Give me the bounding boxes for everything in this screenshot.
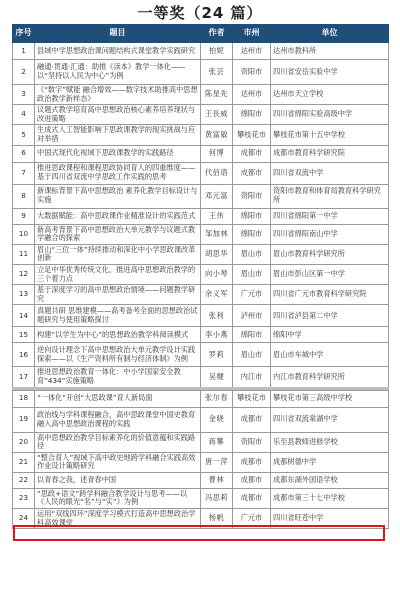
table-row [13, 43, 389, 60]
row-city: 眉山市 [233, 343, 271, 367]
table-row [13, 367, 389, 388]
row-city: 眉山市 [233, 264, 271, 284]
row-author: 李小燕 [201, 327, 233, 343]
row-number: 12 [13, 264, 35, 284]
row-title: 中国式现代化视域下思政课教学的实践路径 [35, 145, 201, 162]
table-row [13, 327, 389, 343]
row-title: “整合育人”视域下高中政史地跨学科融合实践高效作业设计策略研究 [35, 452, 201, 472]
row-number: 13 [13, 285, 35, 305]
row-number: 7 [13, 162, 35, 184]
row-unit: 眉山市教育科学研究所 [271, 244, 389, 264]
row-author: 冯思莉 [201, 488, 233, 508]
table-row [13, 264, 389, 284]
row-unit: 资阳市教育和体育局教育科学研究所 [271, 184, 389, 208]
table-row [13, 305, 389, 327]
row-number: 24 [13, 509, 35, 529]
row-number: 14 [13, 305, 35, 327]
table-row [13, 184, 389, 208]
table-row [13, 285, 389, 305]
row-city: 绵阳市 [233, 208, 271, 224]
awards-table [12, 24, 389, 529]
row-title: 眉山“三位一体”持续推动和深化中小学思政课改革创新 [35, 244, 201, 264]
table-row [13, 162, 389, 184]
header-author: 作者 [201, 25, 233, 43]
row-city: 资阳市 [233, 432, 271, 452]
row-city: 眉山市 [233, 244, 271, 264]
row-author: 张尔春 [201, 390, 233, 407]
row-unit: 达州市天立学校 [271, 85, 389, 105]
row-number: 4 [13, 105, 35, 125]
row-number: 19 [13, 407, 35, 432]
row-author: 王長威 [201, 105, 233, 125]
row-number: 15 [13, 327, 35, 343]
table-row [13, 85, 389, 105]
table-row [13, 125, 389, 145]
row-number: 20 [13, 432, 35, 452]
row-author: 柏妮 [201, 43, 233, 60]
table-row [13, 390, 389, 407]
row-number: 3 [13, 85, 35, 105]
table-row [13, 488, 389, 508]
row-city: 资阳市 [233, 60, 271, 85]
table-row [13, 224, 389, 244]
row-number: 8 [13, 184, 35, 208]
row-city: 泸州市 [233, 305, 271, 327]
row-title: 真题共研 思维建模——高考备考全面的思想政治试题研究与使用策略探讨 [35, 305, 201, 327]
row-city: 达州市 [233, 85, 271, 105]
row-author: 邓元富 [201, 184, 233, 208]
row-unit: 四川省双流中学 [271, 162, 389, 184]
row-unit: 乐至县教师进修学校 [271, 432, 389, 452]
row-unit: 成都东湖外国语学校 [271, 472, 389, 488]
table-row [13, 105, 389, 125]
row-unit: 四川省绵阳实验高级中学 [271, 105, 389, 125]
row-unit: 攀枝花市第三高级中学校 [271, 390, 389, 407]
row-unit: 达州市教科所 [271, 43, 389, 60]
row-author: 胡思华 [201, 244, 233, 264]
header-no: 序号 [13, 25, 35, 43]
row-title: 《“数字”赋能 融合增效——数字技术助推高中思想政治教学新样态》 [35, 85, 201, 105]
row-number: 1 [13, 43, 35, 60]
row-city: 广元市 [233, 285, 271, 305]
row-title: 新课标背景下高中思想政治 素养化教学目标设计与实施 [35, 184, 201, 208]
row-unit: 眉山市车城中学 [271, 343, 389, 367]
row-number: 23 [13, 488, 35, 508]
page-title: 一等奖（24 篇） [137, 4, 263, 22]
row-author: 张芸 [201, 60, 233, 85]
row-unit: 绵阳中学 [271, 327, 389, 343]
row-city: 成都市 [233, 145, 271, 162]
row-number: 9 [13, 208, 35, 224]
row-author: 代佰谘 [201, 162, 233, 184]
table-row [13, 244, 389, 264]
row-number: 18 [13, 390, 35, 407]
row-author: 张利 [201, 305, 233, 327]
row-author: 杨帆 [201, 509, 233, 529]
table-row [13, 407, 389, 432]
row-unit: 四川省安岳实验中学 [271, 60, 389, 85]
row-unit: 眉山市彭山区第一中学 [271, 264, 389, 284]
row-unit: 四川省绵阳第一中学 [271, 208, 389, 224]
row-unit: 四川省旺苍中学 [271, 509, 389, 529]
row-number: 10 [13, 224, 35, 244]
row-city: 绵阳市 [233, 224, 271, 244]
row-author: 黄富敏 [201, 125, 233, 145]
row-unit: 成都市教育科学研究院 [271, 145, 389, 162]
row-author: 向小琴 [201, 264, 233, 284]
row-city: 成都市 [233, 488, 271, 508]
row-author: 王伟 [201, 208, 233, 224]
row-city: 成都市 [233, 472, 271, 488]
row-number: 11 [13, 244, 35, 264]
row-city: 广元市 [233, 509, 271, 529]
row-author: 何博 [201, 145, 233, 162]
row-number: 22 [13, 472, 35, 488]
row-author: 吴楗 [201, 367, 233, 388]
table-header [13, 25, 389, 43]
row-title: 生成式人工智能影响下思政课教学的现实挑战与应对举措 [35, 125, 201, 145]
row-title: 新高考背景下高中思想政治大单元教学与议题式教学融合的探索 [35, 224, 201, 244]
table-row [13, 60, 389, 85]
row-title: “一体化”开创“大思政课”育人新局面 [35, 390, 201, 407]
row-city: 攀枝花市 [233, 125, 271, 145]
row-unit: 四川省广元市教育科学研究院 [271, 285, 389, 305]
row-number: 16 [13, 343, 35, 367]
row-unit: 攀枝花市第十五中学校 [271, 125, 389, 145]
row-title: 大数据赋能：高中思政课作业精准设计的实践范式 [35, 208, 201, 224]
row-city: 资阳市 [233, 184, 271, 208]
row-title: 政治线与学科课程融合，高中思政课堂中国史教育融入高中思想政治课程的实践 [35, 407, 201, 432]
table-row [13, 472, 389, 488]
row-number: 6 [13, 145, 35, 162]
row-unit: 成都市第三十七中学校 [271, 488, 389, 508]
row-city: 达州市 [233, 43, 271, 60]
row-author: 陈星先 [201, 85, 233, 105]
header-city: 市州 [233, 25, 271, 43]
table-row [13, 509, 389, 529]
row-author: 金晓 [201, 407, 233, 432]
table-row [13, 432, 389, 452]
row-author: 唐一萍 [201, 452, 233, 472]
row-title: “思政+语文”跨学科融合教学设计与思考——以《人民的眼光“名”与“实”》为例 [35, 488, 201, 508]
row-city: 成都市 [233, 407, 271, 432]
row-city: 绵阳市 [233, 327, 271, 343]
row-number: 21 [13, 452, 35, 472]
row-title: 融通·贯通·汇通：助推《读本》教学一体化——以“坚持以人民为中心”为例 [35, 60, 201, 85]
table-row [13, 343, 389, 367]
row-title: 基于深度学习的高中思想政治情境——问题教学研究 [35, 285, 201, 305]
header-unit: 单位 [271, 25, 389, 43]
row-unit: 成都树德中学 [271, 452, 389, 472]
row-title: 高中思想政治教学目标素养化的价值意蕴和实践路径 [35, 432, 201, 452]
row-author: 蒋攀 [201, 432, 233, 452]
header-title: 题目 [35, 25, 201, 43]
row-title: 立足中华优秀传统文化，推进高中思想政治教学的三个着力点 [35, 264, 201, 284]
row-title: 推进思想政治教育一体化：中小学国家安全教育“434”实施策略 [35, 367, 201, 388]
row-unit: 四川省泸县第二中学 [271, 305, 389, 327]
row-city: 内江市 [233, 367, 271, 388]
row-title: 县域中学思想政治课问题结构式课堂教学实践研究 [35, 43, 201, 60]
row-author: 罗莉 [201, 343, 233, 367]
row-city: 绵阳市 [233, 105, 271, 125]
row-number: 5 [13, 125, 35, 145]
row-city: 成都市 [233, 162, 271, 184]
row-author: 邹加林 [201, 224, 233, 244]
row-author: 曹林 [201, 472, 233, 488]
row-city: 攀枝花市 [233, 390, 271, 407]
row-title: 逆向设计理念下高中思想政治大单元教学设计实践探索——以《生产资料所有制与经济体制》为例 [35, 343, 201, 367]
row-city: 成都市 [233, 452, 271, 472]
row-unit: 内江市教育科学研究所 [271, 367, 389, 388]
row-title: 运用“双线四环”深度学习模式打造高中思想政治学科高效课堂 [35, 509, 201, 529]
row-number: 2 [13, 60, 35, 85]
row-unit: 四川省双流棠湖中学 [271, 407, 389, 432]
row-author: 余义军 [201, 285, 233, 305]
row-title: 以青春之我，述青春中国 [35, 472, 201, 488]
row-unit: 四川省绵阳南山中学 [271, 224, 389, 244]
table-row [13, 452, 389, 472]
table-row [13, 208, 389, 224]
row-title: 构建“以学生为中心”的思想政治教学科阅读模式 [35, 327, 201, 343]
table-body [13, 43, 389, 529]
row-title: 议题式教学培育高中思想政治核心素养培养现状与改进策略 [35, 105, 201, 125]
table-row [13, 145, 389, 162]
row-title: 推进思政课程和课程思政协同育人的四重维度——基于四川省双流中学思政工作实践的思考 [35, 162, 201, 184]
row-number: 17 [13, 367, 35, 388]
